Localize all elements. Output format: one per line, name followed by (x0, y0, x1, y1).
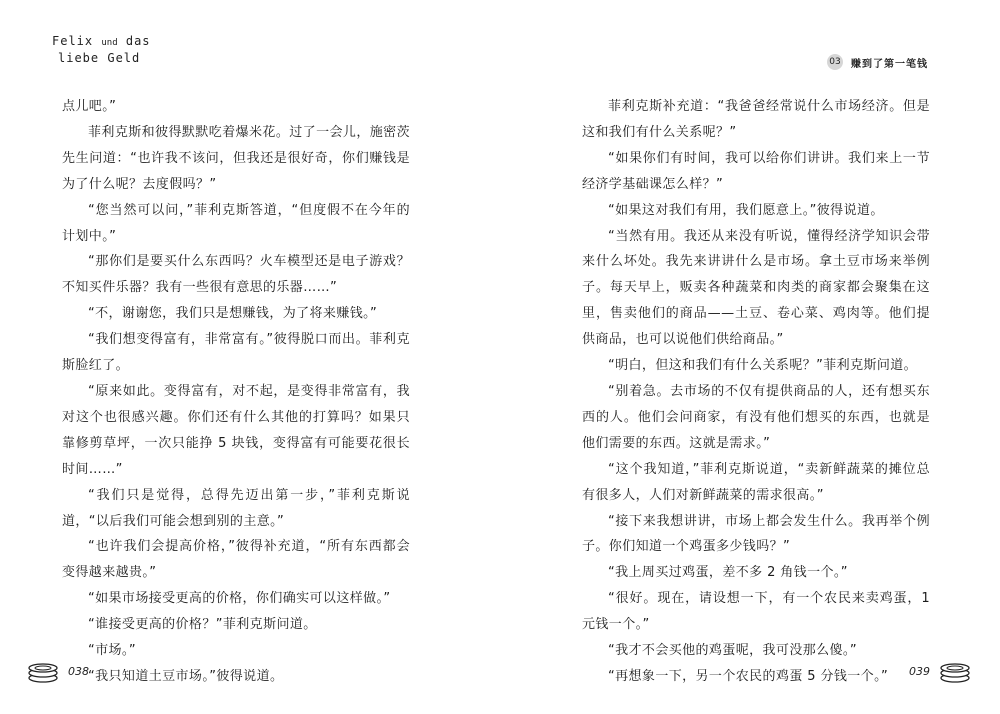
paragraph: “再想象一下，另一个农民的鸡蛋 5 分钱一个。” (608, 668, 889, 684)
coins-icon (938, 659, 972, 683)
chapter-header (827, 54, 928, 70)
chapter-number-badge: 03 (827, 54, 843, 70)
paragraph: “别着急。去市场的不仅有提供商品的人，还有想买东西的人。他们会问商家，有没有他们想买的东西，也就是他们需要的东西。这就是需求。” (582, 383, 930, 451)
paragraph: “我才不会买他的鸡蛋呢，我可没那么傻。” (608, 643, 857, 659)
paragraph: “接下来我想讲讲，市场上都会发生什么。我再举个例子。你们知道一个鸡蛋多少钱吗？” (582, 513, 930, 555)
paragraph: “我只知道土豆市场。”彼得说道。 (88, 668, 284, 684)
paragraph: “您当然可以问，”菲利克斯答道，“但度假不在今年的计划中。” (62, 202, 410, 244)
right-page (500, 0, 1000, 714)
coins-icon (26, 659, 60, 683)
paragraph: “明白，但这和我们有什么关系呢？”菲利克斯问道。 (608, 358, 918, 374)
paragraph: “我们想变得富有，非常富有。”彼得脱口而出。菲利克斯脸红了。 (62, 332, 410, 374)
paragraph: 菲利克斯补充道：“我爸爸经常说什么市场经济。但是这和我们有什么关系呢？” (582, 99, 930, 140)
paragraph: “我上周买过鸡蛋，差不多 2 角钱一个。” (608, 565, 848, 581)
right-page-body (582, 94, 930, 690)
paragraph: “如果市场接受更高的价格，你们确实可以这样做。” (88, 591, 391, 607)
book-title-logo: Felix und das liebe Geld (52, 34, 151, 65)
paragraph: “如果你们有时间，我可以给你们讲讲。我们来上一节经济学基础课怎么样？” (582, 150, 930, 192)
left-page-body (62, 94, 410, 690)
page-number: 039 (909, 664, 930, 678)
paragraph: “不，谢谢您，我们只是想赚钱，为了将来赚钱。” (88, 306, 378, 322)
paragraph: “当然有用。我还从来没有听说，懂得经济学知识会带来什么坏处。我先来讲讲什么是市场。拿土豆市场来举例子。每天早上，贩卖各种蔬菜和肉类的商家都会聚集在这里，售卖他们的商品——土豆、卷心菜、鸡肉等。他们提供商品，也可以说他们供给商品。” (582, 228, 930, 348)
paragraph: “谁接受更高的价格？”菲利克斯问道。 (88, 617, 317, 633)
right-page-footer (909, 659, 972, 683)
paragraph: “这个我知道，”菲利克斯说道，“卖新鲜蔬菜的摊位总有很多人，人们对新鲜蔬菜的需求很高。” (582, 461, 930, 503)
paragraph: “也许我们会提高价格，”彼得补充道，“所有东西都会变得越来越贵。” (62, 539, 410, 581)
paragraph: “我们只是觉得，总得先迈出第一步，”菲利克斯说道，“以后我们可能会想到别的主意。” (62, 487, 410, 529)
paragraph: 菲利克斯和彼得默默吃着爆米花。过了一会儿，施密茨先生问道：“也许我不该问，但我还是很好奇，你们赚钱是为了什么呢？去度假吗？” (62, 124, 410, 192)
paragraph: 点儿吧。” (62, 99, 117, 114)
paragraph: “很好。现在，请设想一下，有一个农民来卖鸡蛋，1 元钱一个。” (582, 591, 930, 633)
left-page-footer (26, 659, 89, 683)
chapter-title: 赚到了第一笔钱 (851, 58, 928, 70)
paragraph: “原来如此。变得富有，对不起，是变得非常富有，我对这个也很感兴趣。你们还有什么其他的打算吗？如果只靠修剪草坪，一次只能挣 5 块钱，变得富有可能要花很长时间……” (62, 383, 410, 477)
paragraph: “那你们是要买什么东西吗？火车模型还是电子游戏？不知买件乐器？我有一些很有意思的乐器……” (62, 254, 410, 296)
paragraph: “如果这对我们有用，我们愿意上。”彼得说道。 (608, 202, 884, 218)
paragraph: “市场。” (88, 643, 136, 659)
page-number: 038 (68, 664, 89, 678)
